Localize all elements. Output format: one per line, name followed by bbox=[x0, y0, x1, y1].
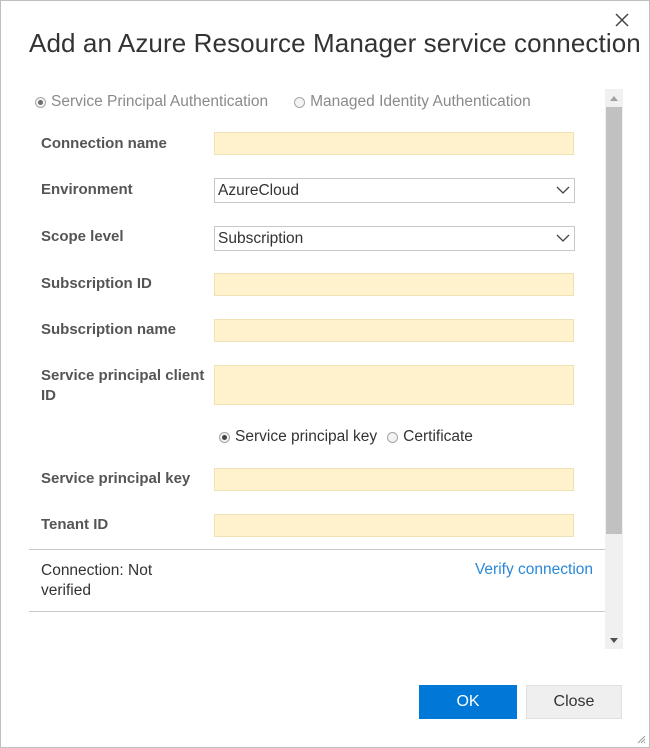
tenant-id-input[interactable] bbox=[214, 514, 574, 537]
scrollbar-thumb[interactable] bbox=[606, 107, 622, 534]
principal-key-input[interactable] bbox=[214, 468, 574, 491]
scope-level-value: Subscription bbox=[218, 230, 304, 247]
vertical-scrollbar[interactable] bbox=[605, 89, 623, 649]
scope-level-label: Scope level bbox=[41, 228, 124, 245]
subscription-id-label: Subscription ID bbox=[41, 275, 152, 292]
radio-label: Service Principal Authentication bbox=[51, 93, 269, 110]
client-id-label: Service principal client ID bbox=[41, 367, 205, 404]
radio-service-principal-key[interactable] bbox=[219, 428, 377, 446]
radio-unselected-icon bbox=[387, 432, 398, 443]
radio-unselected-icon bbox=[294, 97, 305, 108]
radio-managed-identity-auth[interactable] bbox=[294, 93, 531, 111]
resize-grip-icon[interactable] bbox=[636, 734, 646, 744]
subscription-id-input[interactable] bbox=[214, 273, 574, 296]
radio-label: Certificate bbox=[403, 428, 473, 445]
verify-connection-link[interactable]: Verify connection bbox=[474, 561, 593, 578]
radio-label: Service principal key bbox=[235, 428, 378, 445]
connection-name-input[interactable] bbox=[214, 132, 574, 155]
environment-label: Environment bbox=[41, 181, 133, 198]
radio-selected-icon bbox=[219, 432, 230, 443]
principal-key-label: Service principal key bbox=[41, 470, 191, 487]
scope-level-select[interactable] bbox=[214, 226, 575, 251]
chevron-down-icon bbox=[556, 233, 570, 243]
radio-certificate[interactable] bbox=[387, 428, 473, 446]
radio-service-principal-auth[interactable] bbox=[35, 93, 268, 111]
key-type-group bbox=[219, 428, 473, 446]
close-button[interactable]: Close bbox=[526, 685, 622, 719]
auth-method-group bbox=[35, 93, 531, 111]
divider bbox=[29, 549, 605, 550]
client-id-input[interactable] bbox=[214, 365, 574, 405]
radio-label: Managed Identity Authentication bbox=[310, 93, 531, 110]
scroll-up-arrow-icon[interactable] bbox=[605, 89, 623, 107]
connection-name-label: Connection name bbox=[41, 135, 167, 152]
dialog-title: Add an Azure Resource Manager service connection bbox=[29, 28, 641, 58]
environment-value: AzureCloud bbox=[218, 182, 299, 199]
radio-selected-icon bbox=[35, 97, 46, 108]
subscription-name-input[interactable] bbox=[214, 319, 574, 342]
chevron-down-icon bbox=[556, 185, 570, 195]
ok-button[interactable]: OK bbox=[419, 685, 517, 719]
subscription-name-label: Subscription name bbox=[41, 321, 177, 338]
tenant-id-label: Tenant ID bbox=[41, 516, 109, 533]
scroll-down-arrow-icon[interactable] bbox=[605, 631, 623, 649]
divider bbox=[29, 611, 605, 612]
connection-status: Connection: Not verified bbox=[41, 562, 153, 599]
close-icon[interactable] bbox=[613, 11, 631, 29]
form-scroll-area bbox=[29, 89, 605, 649]
environment-select[interactable] bbox=[214, 178, 575, 203]
